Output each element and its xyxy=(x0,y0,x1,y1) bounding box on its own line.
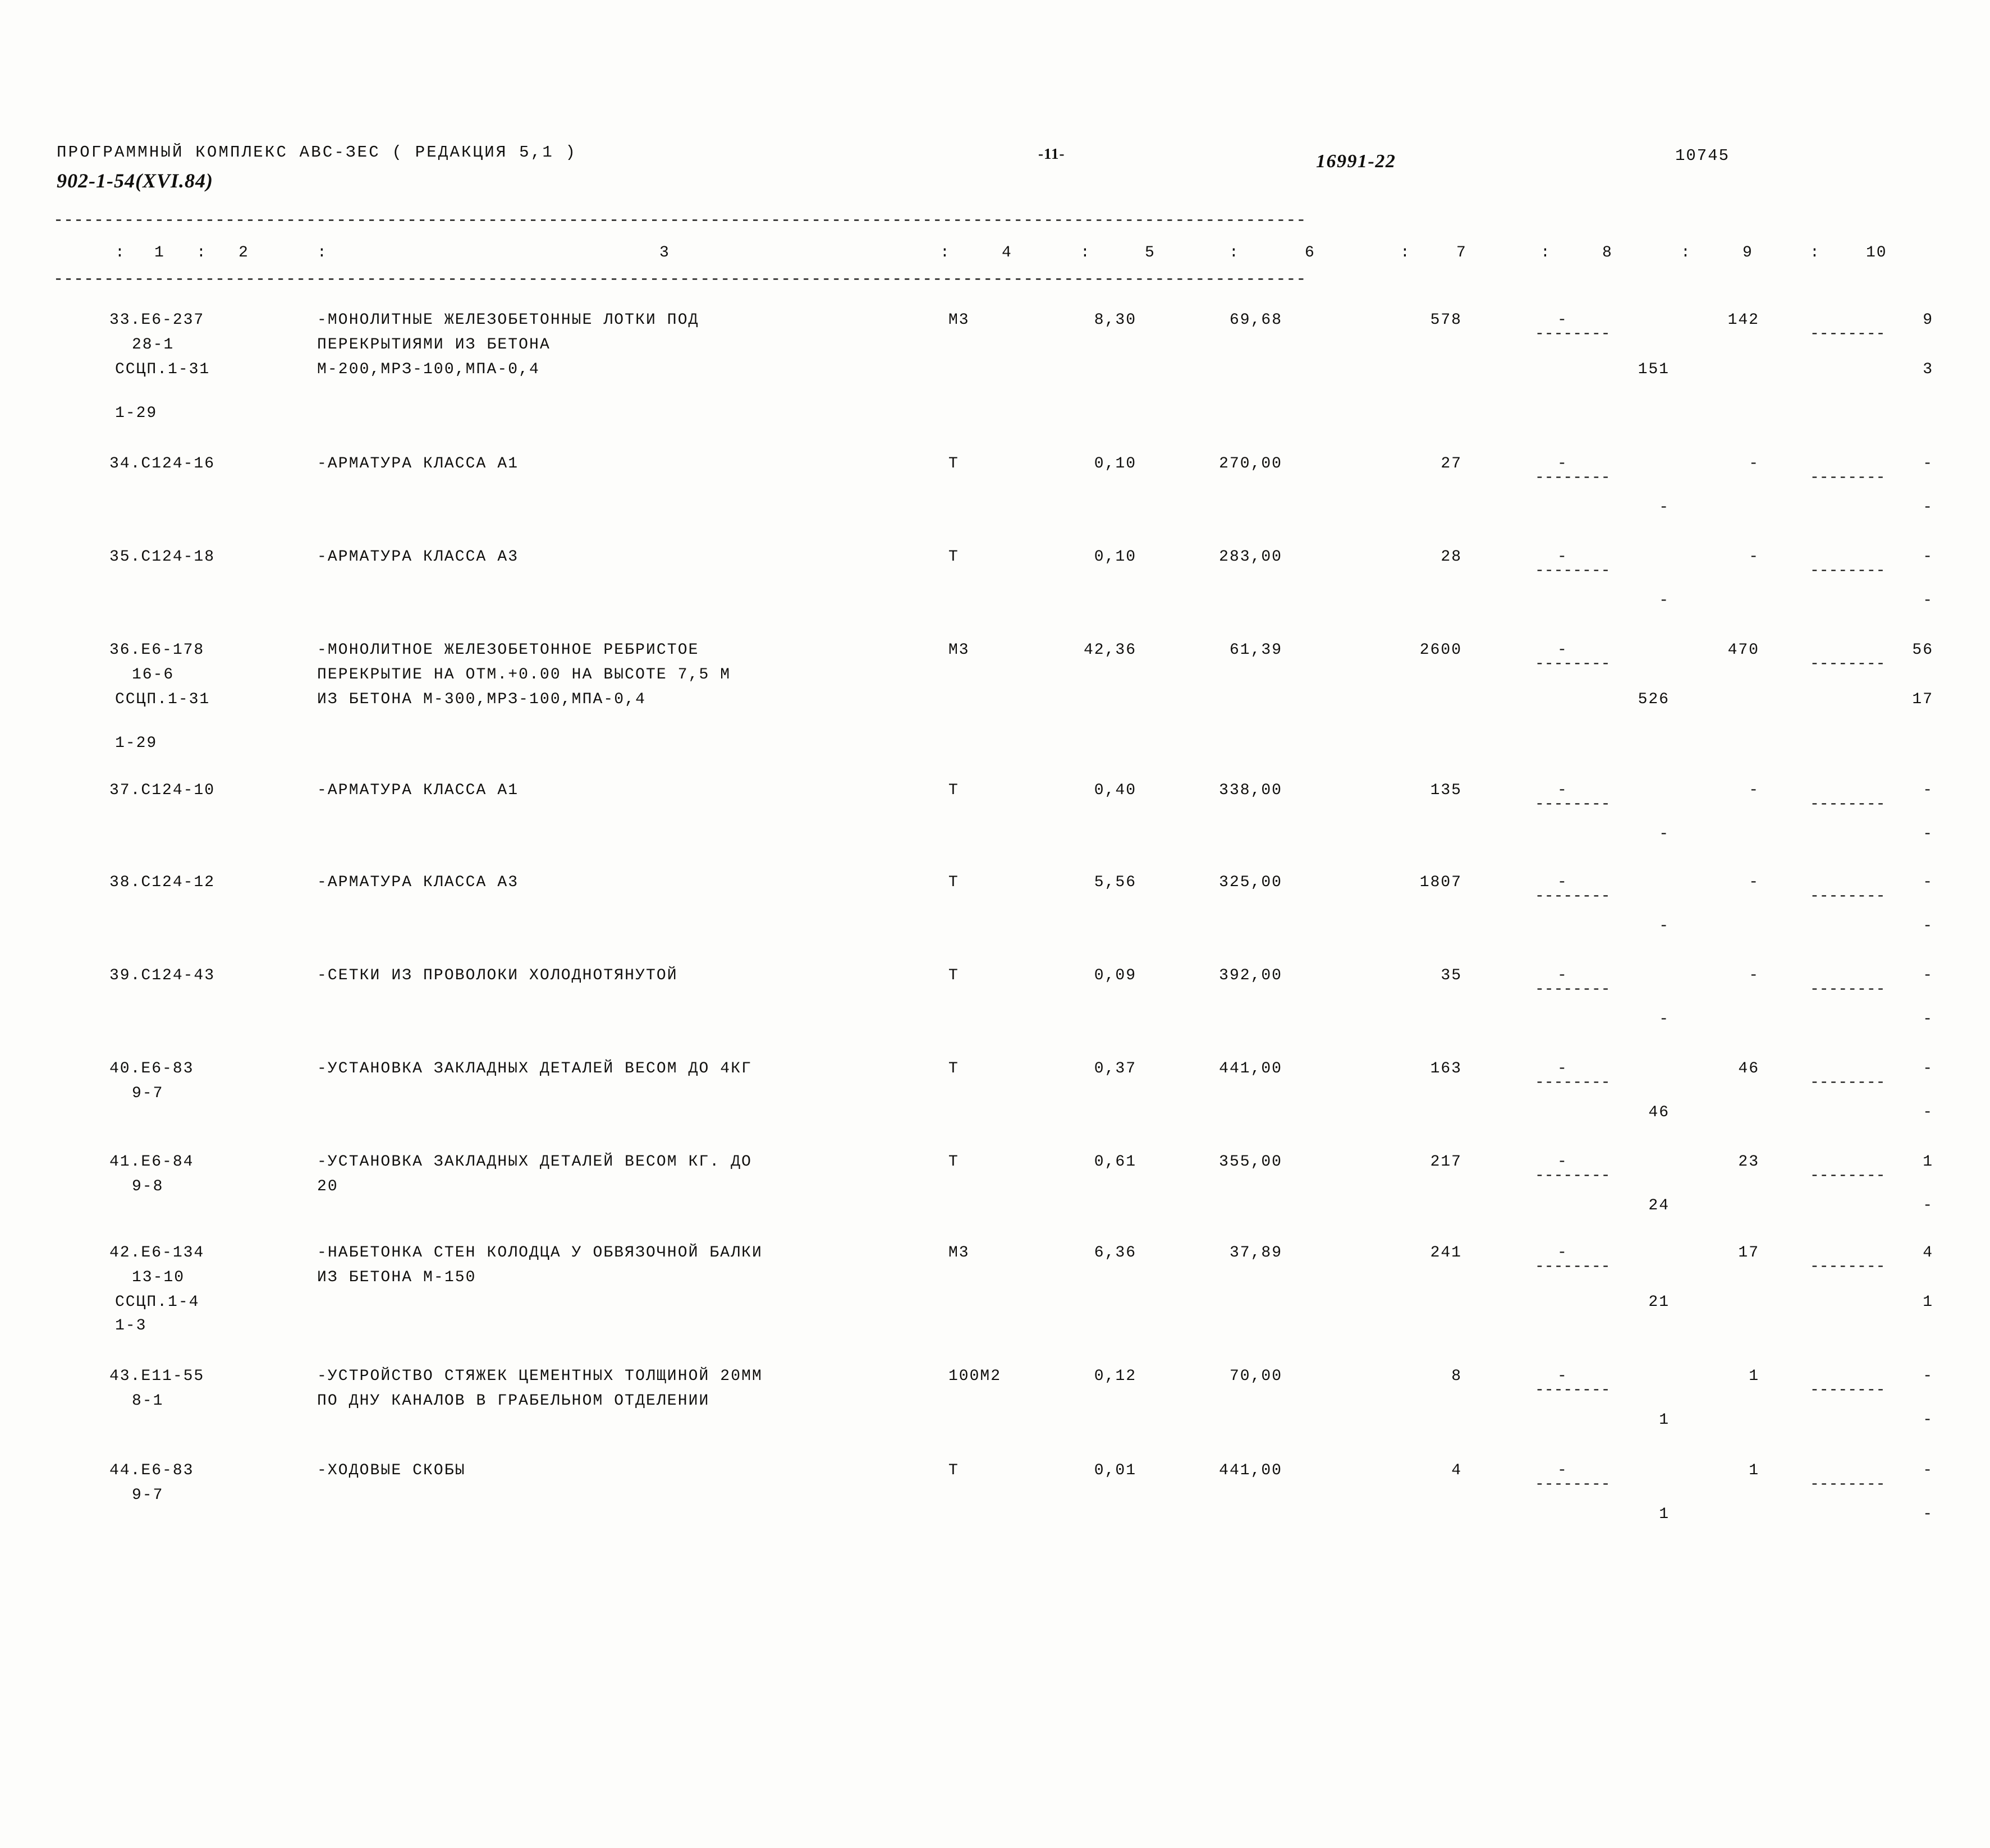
row-col9: - xyxy=(1749,967,1759,984)
row-col10-top: 56 xyxy=(1912,641,1933,659)
row-col8-bottom: 46 xyxy=(1648,1104,1670,1121)
row-total: 28 xyxy=(1441,548,1462,566)
row-total: 27 xyxy=(1441,455,1462,473)
row-col10-top: 4 xyxy=(1923,1244,1933,1262)
row-quantity: 42,36 xyxy=(1083,641,1136,659)
column-header-3: 3 xyxy=(659,244,670,262)
row-price-source: ССЦП.1-31 xyxy=(115,361,210,378)
page-header xyxy=(53,143,1939,192)
row-col9: - xyxy=(1749,455,1759,473)
column-header-7: 7 xyxy=(1456,244,1467,262)
row-col8-top: - xyxy=(1557,1462,1568,1479)
col8-divider: -------- xyxy=(1535,655,1611,673)
row-col9: 46 xyxy=(1738,1060,1759,1077)
row-col10-top: - xyxy=(1923,874,1933,891)
row-description-line1: -АРМАТУРА КЛАССА А1 xyxy=(317,782,519,799)
row-description-line1: -АРМАТУРА КЛАССА А3 xyxy=(317,548,519,566)
row-col8-bottom: 151 xyxy=(1638,361,1670,378)
col-sep-6: : xyxy=(1229,244,1240,262)
row-number: 43.Е11-55 xyxy=(109,1368,205,1385)
row-col9: 470 xyxy=(1727,641,1759,659)
page-marker: -11- xyxy=(1038,145,1065,162)
row-description-line2: ПЕРЕКРЫТИЯМИ ИЗ БЕТОНА xyxy=(317,336,551,354)
row-col10-top: - xyxy=(1923,1060,1933,1077)
col8-divider: -------- xyxy=(1535,1258,1611,1276)
row-number: 36.Е6-178 xyxy=(109,641,205,659)
row-col10-bottom: - xyxy=(1923,918,1933,935)
document-code: 902-1-54(XVI.84) xyxy=(57,169,213,192)
row-number: 34.С124-16 xyxy=(109,455,215,473)
row-col10-top: - xyxy=(1923,455,1933,473)
row-extra-code: 1-29 xyxy=(115,735,158,752)
column-header-2: 2 xyxy=(239,244,249,262)
row-col8-bottom: - xyxy=(1659,826,1670,843)
row-price: 283,00 xyxy=(1219,548,1282,566)
col8-divider: -------- xyxy=(1535,981,1611,998)
row-unit: Т xyxy=(948,548,959,566)
row-col8-top: - xyxy=(1557,641,1568,659)
row-quantity: 0,10 xyxy=(1094,455,1136,473)
col-sep-8: : xyxy=(1540,244,1551,262)
row-description-line2: ПЕРЕКРЫТИЕ НА ОТМ.+0.00 НА ВЫСОТЕ 7,5 М xyxy=(317,666,731,684)
row-unit: М3 xyxy=(948,641,970,659)
row-col8-top: - xyxy=(1557,311,1568,329)
row-number: 44.Е6-83 xyxy=(109,1462,194,1479)
row-description-line1: -АРМАТУРА КЛАССА А3 xyxy=(317,874,519,891)
col-sep-1: : xyxy=(115,244,126,262)
row-col8-bottom: - xyxy=(1659,592,1670,609)
col10-divider: -------- xyxy=(1810,1476,1886,1493)
row-unit: 100М2 xyxy=(948,1368,1002,1385)
row-description-line1: -УСТАНОВКА ЗАКЛАДНЫХ ДЕТАЛЕЙ ВЕСОМ КГ. ДО xyxy=(317,1153,753,1171)
row-col9: - xyxy=(1749,782,1759,799)
row-col8-bottom: 1 xyxy=(1659,1411,1670,1429)
row-quantity: 8,30 xyxy=(1094,311,1136,329)
row-description-line1: -МОНОЛИТНОЕ ЖЕЛЕЗОБЕТОННОЕ РЕБРИСТОЕ xyxy=(317,641,699,659)
row-price: 392,00 xyxy=(1219,967,1282,984)
row-col8-top: - xyxy=(1557,782,1568,799)
col10-divider: -------- xyxy=(1810,1074,1886,1092)
col8-divider: -------- xyxy=(1535,469,1611,487)
row-unit: Т xyxy=(948,1060,959,1077)
row-quantity: 0,12 xyxy=(1094,1368,1136,1385)
row-total: 163 xyxy=(1430,1060,1462,1077)
row-col8-bottom: 24 xyxy=(1648,1197,1670,1214)
row-col10-top: - xyxy=(1923,782,1933,799)
row-subcode: 13-10 xyxy=(132,1269,185,1286)
row-col9: 1 xyxy=(1749,1462,1759,1479)
row-col10-top: - xyxy=(1923,548,1933,566)
row-col8-bottom: 1 xyxy=(1659,1506,1670,1523)
row-quantity: 0,01 xyxy=(1094,1462,1136,1479)
row-unit: Т xyxy=(948,455,959,473)
row-col8-top: - xyxy=(1557,455,1568,473)
row-quantity: 0,10 xyxy=(1094,548,1136,566)
row-price: 325,00 xyxy=(1219,874,1282,891)
row-total: 135 xyxy=(1430,782,1462,799)
column-header-4: 4 xyxy=(1002,244,1012,262)
row-quantity: 0,40 xyxy=(1094,782,1136,799)
row-col10-bottom: - xyxy=(1923,499,1933,516)
column-header-5: 5 xyxy=(1145,244,1156,262)
row-unit: Т xyxy=(948,874,959,891)
col10-divider: -------- xyxy=(1810,655,1886,673)
row-col9: 17 xyxy=(1738,1244,1759,1262)
col8-divider: -------- xyxy=(1535,888,1611,905)
row-total: 2600 xyxy=(1419,641,1462,659)
col8-divider: -------- xyxy=(1535,325,1611,343)
col10-divider: -------- xyxy=(1810,796,1886,813)
program-title: ПРОГРАММНЫЙ КОМПЛЕКС АВС-ЗЕС ( РЕДАКЦИЯ 5,1 ) xyxy=(57,143,577,162)
row-col10-bottom: - xyxy=(1923,1197,1933,1214)
row-col8-bottom: - xyxy=(1659,499,1670,516)
column-header-10: 10 xyxy=(1866,244,1887,262)
row-unit: Т xyxy=(948,782,959,799)
row-col10-bottom: 17 xyxy=(1912,691,1933,708)
col-sep-9: : xyxy=(1681,244,1691,262)
col10-divider: -------- xyxy=(1810,981,1886,998)
col10-divider: -------- xyxy=(1810,1258,1886,1276)
col10-divider: -------- xyxy=(1810,1382,1886,1399)
table-rule-bottom xyxy=(53,270,1933,289)
row-description-line1: -ХОДОВЫЕ СКОБЫ xyxy=(317,1462,466,1479)
row-subcode: 28-1 xyxy=(132,336,175,354)
row-price: 69,68 xyxy=(1229,311,1282,329)
row-unit: Т xyxy=(948,967,959,984)
row-unit: М3 xyxy=(948,1244,970,1262)
col8-divider: -------- xyxy=(1535,1074,1611,1092)
table-rule-top xyxy=(53,211,1933,230)
row-quantity: 0,09 xyxy=(1094,967,1136,984)
row-col10-bottom: - xyxy=(1923,1506,1933,1523)
row-description-line2: ИЗ БЕТОНА М-150 xyxy=(317,1269,476,1286)
row-extra-code: 1-3 xyxy=(115,1317,147,1335)
row-col10-top: - xyxy=(1923,1368,1933,1385)
row-description-line1: -УСТРОЙСТВО СТЯЖЕК ЦЕМЕНТНЫХ ТОЛЩИНОЙ 20ММ xyxy=(317,1368,763,1385)
row-total: 578 xyxy=(1430,311,1462,329)
row-total: 4 xyxy=(1451,1462,1462,1479)
row-total: 217 xyxy=(1430,1153,1462,1171)
row-col8-top: - xyxy=(1557,1153,1568,1171)
col-sep-4: : xyxy=(940,244,951,262)
row-price: 441,00 xyxy=(1219,1060,1282,1077)
row-col10-top: 9 xyxy=(1923,311,1933,329)
row-description-line3: ИЗ БЕТОНА М-300,МРЗ-100,МПА-0,4 xyxy=(317,691,646,708)
row-unit: Т xyxy=(948,1462,959,1479)
col10-divider: -------- xyxy=(1810,1167,1886,1185)
col-sep-3: : xyxy=(317,244,328,262)
row-price: 61,39 xyxy=(1229,641,1282,659)
row-number: 40.Е6-83 xyxy=(109,1060,194,1077)
printout-sheet xyxy=(53,143,1939,1726)
row-col10-top: - xyxy=(1923,967,1933,984)
col10-divider: -------- xyxy=(1810,888,1886,905)
row-col8-bottom: - xyxy=(1659,918,1670,935)
row-description-line1: -МОНОЛИТНЫЕ ЖЕЛЕЗОБЕТОННЫЕ ЛОТКИ ПОД xyxy=(317,311,699,329)
col-sep-10: : xyxy=(1810,244,1821,262)
row-col8-top: - xyxy=(1557,874,1568,891)
rule-dashes: ---------------------------------------------------------------------------------------------------------------------------- xyxy=(53,211,1306,230)
rule-dashes-2: ---------------------------------------------------------------------------------------------------------------------------- xyxy=(53,270,1306,289)
row-quantity: 0,37 xyxy=(1094,1060,1136,1077)
row-subcode: 16-6 xyxy=(132,666,175,684)
row-col10-top: - xyxy=(1923,1462,1933,1479)
row-total: 35 xyxy=(1441,967,1462,984)
col10-divider: -------- xyxy=(1810,469,1886,487)
row-quantity: 5,56 xyxy=(1094,874,1136,891)
row-subcode: 8-1 xyxy=(132,1392,164,1410)
row-col8-bottom: - xyxy=(1659,1011,1670,1028)
row-number: 38.С124-12 xyxy=(109,874,215,891)
row-price: 270,00 xyxy=(1219,455,1282,473)
col10-divider: -------- xyxy=(1810,562,1886,580)
row-col10-bottom: 3 xyxy=(1923,361,1933,378)
row-col10-bottom: - xyxy=(1923,1011,1933,1028)
row-col9: - xyxy=(1749,874,1759,891)
row-col10-top: 1 xyxy=(1923,1153,1933,1171)
row-number: 37.С124-10 xyxy=(109,782,215,799)
row-col10-bottom: - xyxy=(1923,1411,1933,1429)
row-col8-top: - xyxy=(1557,1244,1568,1262)
row-description-line1: -УСТАНОВКА ЗАКЛАДНЫХ ДЕТАЛЕЙ ВЕСОМ ДО 4КГ xyxy=(317,1060,753,1077)
row-col8-top: - xyxy=(1557,1060,1568,1077)
row-col10-bottom: - xyxy=(1923,592,1933,609)
row-price-source: ССЦП.1-4 xyxy=(115,1294,200,1311)
row-total: 241 xyxy=(1430,1244,1462,1262)
row-unit: Т xyxy=(948,1153,959,1171)
row-col10-bottom: - xyxy=(1923,826,1933,843)
row-subcode: 9-8 xyxy=(132,1178,164,1195)
table-column-headers xyxy=(53,244,1933,272)
row-unit: М3 xyxy=(948,311,970,329)
col-sep-7: : xyxy=(1400,244,1411,262)
row-quantity: 6,36 xyxy=(1094,1244,1136,1262)
row-price: 441,00 xyxy=(1219,1462,1282,1479)
row-price: 70,00 xyxy=(1229,1368,1282,1385)
row-description-line1: -АРМАТУРА КЛАССА А1 xyxy=(317,455,519,473)
row-price: 355,00 xyxy=(1219,1153,1282,1171)
row-subcode: 9-7 xyxy=(132,1085,164,1102)
row-quantity: 0,61 xyxy=(1094,1153,1136,1171)
row-total: 8 xyxy=(1451,1368,1462,1385)
col-sep-5: : xyxy=(1080,244,1091,262)
row-price-source: ССЦП.1-31 xyxy=(115,691,210,708)
row-number: 33.Е6-237 xyxy=(109,311,205,329)
row-col9: - xyxy=(1749,548,1759,566)
row-col8-top: - xyxy=(1557,967,1568,984)
row-description-line2: 20 xyxy=(317,1178,338,1195)
stamp-number: 16991-22 xyxy=(1316,151,1396,172)
col8-divider: -------- xyxy=(1535,796,1611,813)
col8-divider: -------- xyxy=(1535,1167,1611,1185)
row-subcode: 9-7 xyxy=(132,1487,164,1504)
sheet-number: 10745 xyxy=(1675,146,1730,165)
row-col10-bottom: 1 xyxy=(1923,1294,1933,1311)
column-header-8: 8 xyxy=(1602,244,1613,262)
row-number: 42.Е6-134 xyxy=(109,1244,205,1262)
col10-divider: -------- xyxy=(1810,325,1886,343)
row-price: 37,89 xyxy=(1229,1244,1282,1262)
row-description-line1: -НАБЕТОНКА СТЕН КОЛОДЦА У ОБВЯЗОЧНОЙ БАЛКИ xyxy=(317,1244,763,1262)
col-sep-2: : xyxy=(196,244,207,262)
row-total: 1807 xyxy=(1419,874,1462,891)
row-col8-bottom: 526 xyxy=(1638,691,1670,708)
row-col9: 142 xyxy=(1727,311,1759,329)
row-col9: 23 xyxy=(1738,1153,1759,1171)
row-col8-top: - xyxy=(1557,548,1568,566)
column-header-1: 1 xyxy=(154,244,165,262)
row-number: 39.С124-43 xyxy=(109,967,215,984)
col8-divider: -------- xyxy=(1535,562,1611,580)
row-col10-bottom: - xyxy=(1923,1104,1933,1121)
row-col8-top: - xyxy=(1557,1368,1568,1385)
row-description-line2: ПО ДНУ КАНАЛОВ В ГРАБЕЛЬНОМ ОТДЕЛЕНИИ xyxy=(317,1392,710,1410)
row-number: 41.Е6-84 xyxy=(109,1153,194,1171)
row-price: 338,00 xyxy=(1219,782,1282,799)
column-header-6: 6 xyxy=(1305,244,1315,262)
row-col9: 1 xyxy=(1749,1368,1759,1385)
row-description-line3: М-200,МРЗ-100,МПА-0,4 xyxy=(317,361,540,378)
col8-divider: -------- xyxy=(1535,1382,1611,1399)
row-col8-bottom: 21 xyxy=(1648,1294,1670,1311)
column-header-9: 9 xyxy=(1743,244,1753,262)
row-description-line1: -СЕТКИ ИЗ ПРОВОЛОКИ ХОЛОДНОТЯНУТОЙ xyxy=(317,967,678,984)
row-number: 35.С124-18 xyxy=(109,548,215,566)
row-extra-code: 1-29 xyxy=(115,405,158,422)
col8-divider: -------- xyxy=(1535,1476,1611,1493)
